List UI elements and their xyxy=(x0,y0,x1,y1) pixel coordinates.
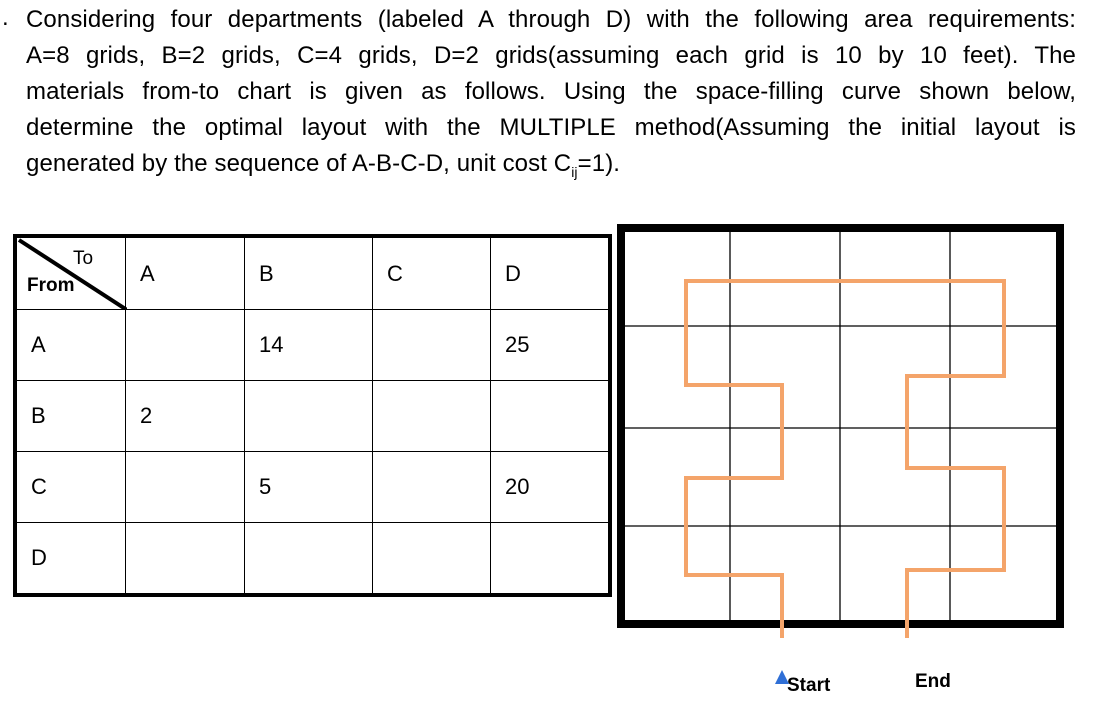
cell-c-a xyxy=(126,452,245,523)
col-header-a: A xyxy=(126,236,245,310)
cell-a-b: 14 xyxy=(245,310,373,381)
row-header-c: C xyxy=(15,452,126,523)
problem-line-4: determine the optimal layout with the MULTIPLE method(Assuming the initial layout is xyxy=(26,114,1076,141)
end-label: End xyxy=(915,671,951,692)
row-header-d: D xyxy=(15,523,126,596)
problem-line-5-text: generated by the sequence of A-B-C-D, unit cost C xyxy=(26,150,572,177)
curve-grid-svg xyxy=(615,218,1075,698)
cell-b-d xyxy=(491,381,611,452)
cell-d-a xyxy=(126,523,245,596)
problem-line-5-end: =1). xyxy=(577,150,621,177)
start-label: Start xyxy=(787,675,831,696)
cell-a-d: 25 xyxy=(491,310,611,381)
cell-d-b xyxy=(245,523,373,596)
cell-b-a: 2 xyxy=(126,381,245,452)
from-to-chart xyxy=(13,234,612,597)
problem-text xyxy=(26,2,1076,190)
subscript-ij: ij xyxy=(571,163,578,180)
cell-d-d xyxy=(491,523,611,596)
col-header-c: C xyxy=(373,236,491,310)
cell-a-a xyxy=(126,310,245,381)
problem-line-3: materials from-to chart is given as follows. Using the space-filling curve shown below, xyxy=(26,78,1076,105)
cell-c-b: 5 xyxy=(245,452,373,523)
col-header-d: D xyxy=(491,236,611,310)
row-header-b: B xyxy=(15,381,126,452)
problem-line-5 xyxy=(26,146,1076,190)
cell-c-c xyxy=(373,452,491,523)
space-filling-curve-diagram xyxy=(615,218,1075,703)
cell-a-c xyxy=(373,310,491,381)
cell-b-c xyxy=(373,381,491,452)
corner-to-label: To xyxy=(73,248,94,269)
bullet-mark: . xyxy=(2,4,9,31)
cell-d-c xyxy=(373,523,491,596)
cell-b-b xyxy=(245,381,373,452)
row-header-a: A xyxy=(15,310,126,381)
space-filling-curve xyxy=(686,281,1004,638)
col-header-b: B xyxy=(245,236,373,310)
diagonal-line xyxy=(17,238,127,310)
problem-line-1: Considering four departments (labeled A through D) with the following area requirements: xyxy=(26,6,1076,33)
corner-from-label: From xyxy=(27,275,75,296)
problem-line-2: A=8 grids, B=2 grids, C=4 grids, D=2 grids(assuming each grid is 10 by 10 feet). The xyxy=(26,42,1076,69)
cell-c-d: 20 xyxy=(491,452,611,523)
corner-cell xyxy=(15,236,126,310)
